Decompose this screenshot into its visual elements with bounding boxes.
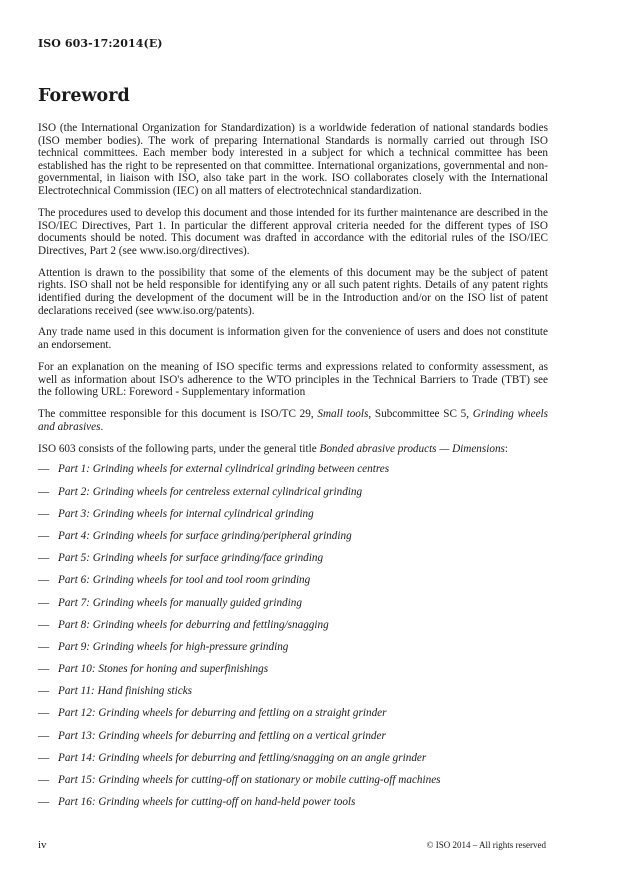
list-item	[38, 463, 548, 485]
list-item	[38, 685, 548, 707]
page-title: Foreword	[38, 86, 130, 106]
paragraph-patents: Attention is drawn to the possibility that some of the elements of this document may be the subject of patent rights. ISO shall not be held responsible for identifying any or all such patent rights. Details of any patent rights identified during the development of the document will be in the Introduction and/or on the ISO list of patent declarations received (see www.iso.org/patents).	[38, 266, 548, 317]
list-dash: —	[38, 574, 50, 587]
part-title: Part 14: Grinding wheels for deburring and fettling/snagging on an angle grinder	[58, 751, 427, 764]
paragraph-committee	[38, 408, 548, 433]
list-item	[38, 752, 548, 774]
part-title: Part 13: Grinding wheels for deburring and fettling on a vertical grinder	[58, 729, 386, 742]
committee-sc-title: Grinding wheels and abrasives	[38, 408, 549, 433]
part-title: Part 12: Grinding wheels for deburring and fettling on a straight grinder	[58, 707, 387, 720]
part-title: Part 15: Grinding wheels for cutting-off on stationary or mobile cutting-off machines	[58, 774, 441, 787]
list-dash: —	[38, 552, 50, 565]
list-item	[38, 574, 548, 596]
list-item	[38, 597, 548, 619]
part-title: Part 16: Grinding wheels for cutting-off on hand-held power tools	[58, 796, 356, 809]
parts-intro-end: :	[504, 442, 509, 455]
part-title: Part 9: Grinding wheels for high-pressure grinding	[58, 640, 289, 653]
list-dash: —	[38, 751, 50, 764]
list-dash: —	[38, 485, 50, 498]
list-dash: —	[38, 507, 50, 520]
document-id-header: ISO 603-17:2014(E)	[38, 37, 163, 50]
list-dash: —	[38, 663, 50, 676]
part-title: Part 2: Grinding wheels for centreless external cylindrical grinding	[58, 485, 363, 498]
paragraph-parts-intro	[38, 443, 548, 456]
list-dash: —	[38, 796, 50, 809]
general-title: Bonded abrasive products — Dimensions	[319, 442, 505, 455]
part-title: Part 4: Grinding wheels for surface grinding/peripheral grinding	[58, 529, 352, 542]
paragraph-iso-intro: ISO (the International Organization for Standardization) is a worldwide federation of national standards bodies (ISO member bodies). The work of preparing International Standards is normally carried out through ISO technical committees. Each member body interested in a subject for which a technical committee has been established has the right to be represented on that committee. International organizations, governmental and non-governmental, in liaison with ISO, also take part in the work. ISO collaborates closely with the International Electrotechnical Commission (IEC) on all matters of electrotechnical standardization.	[38, 122, 548, 197]
part-title: Part 5: Grinding wheels for surface grinding/face grinding	[58, 552, 324, 565]
list-item	[38, 508, 548, 530]
copyright-notice: © ISO 2014 – All rights reserved	[426, 840, 546, 850]
part-title: Part 11: Hand finishing sticks	[58, 685, 193, 698]
list-item	[38, 774, 548, 796]
list-dash: —	[38, 774, 50, 787]
list-dash: —	[38, 618, 50, 631]
paragraph-conformity: For an explanation on the meaning of ISO specific terms and expressions related to conformity assessment, as well as information about ISO's adherence to the WTO principles in the Technical Barriers to Trade (TBT) see the following URL: Foreword - Supplementary information	[38, 361, 548, 399]
list-dash: —	[38, 596, 50, 609]
paragraph-trade-names: Any trade name used in this document is information given for the convenience of users and does not constitute an endorsement.	[38, 326, 548, 352]
committee-end: .	[100, 420, 104, 433]
part-title: Part 7: Grinding wheels for manually guided grinding	[58, 596, 302, 609]
parts-list	[38, 463, 548, 818]
list-item	[38, 552, 548, 574]
foreword-body	[38, 122, 548, 818]
list-item	[38, 707, 548, 729]
committee-tc-title: Small tools	[317, 408, 369, 421]
list-item	[38, 663, 548, 685]
part-title: Part 3: Grinding wheels for internal cylindrical grinding	[58, 507, 314, 520]
list-item	[38, 530, 548, 552]
part-title: Part 10: Stones for honing and superfinishings	[58, 663, 269, 676]
paragraph-procedures: The procedures used to develop this document and those intended for its further maintenance are described in the ISO/IEC Directives, Part 1. In particular the different approval criteria needed for the different types of ISO documents should be noted. This document was drafted in accordance with the editorial rules of the ISO/IEC Directives, Part 2 (see www.iso.org/directives).	[38, 206, 548, 257]
part-title: Part 6: Grinding wheels for tool and tool room grinding	[58, 574, 311, 587]
list-dash: —	[38, 729, 50, 742]
list-item	[38, 619, 548, 641]
committee-sc-text: , Subcommittee SC 5,	[368, 408, 473, 421]
list-item	[38, 796, 548, 818]
list-item	[38, 730, 548, 752]
parts-intro-text: ISO 603 consists of the following parts, under the general title	[38, 442, 320, 455]
page-number: iv	[38, 839, 47, 851]
list-dash: —	[38, 640, 50, 653]
part-title: Part 8: Grinding wheels for deburring and fettling/snagging	[58, 618, 329, 631]
part-title: Part 1: Grinding wheels for external cylindrical grinding between centres	[58, 463, 390, 476]
committee-text: The committee responsible for this document is ISO/TC 29,	[38, 408, 318, 421]
list-dash: —	[38, 707, 50, 720]
list-dash: —	[38, 685, 50, 698]
list-dash: —	[38, 529, 50, 542]
list-item	[38, 641, 548, 663]
list-item	[38, 486, 548, 508]
list-dash: —	[38, 463, 50, 476]
